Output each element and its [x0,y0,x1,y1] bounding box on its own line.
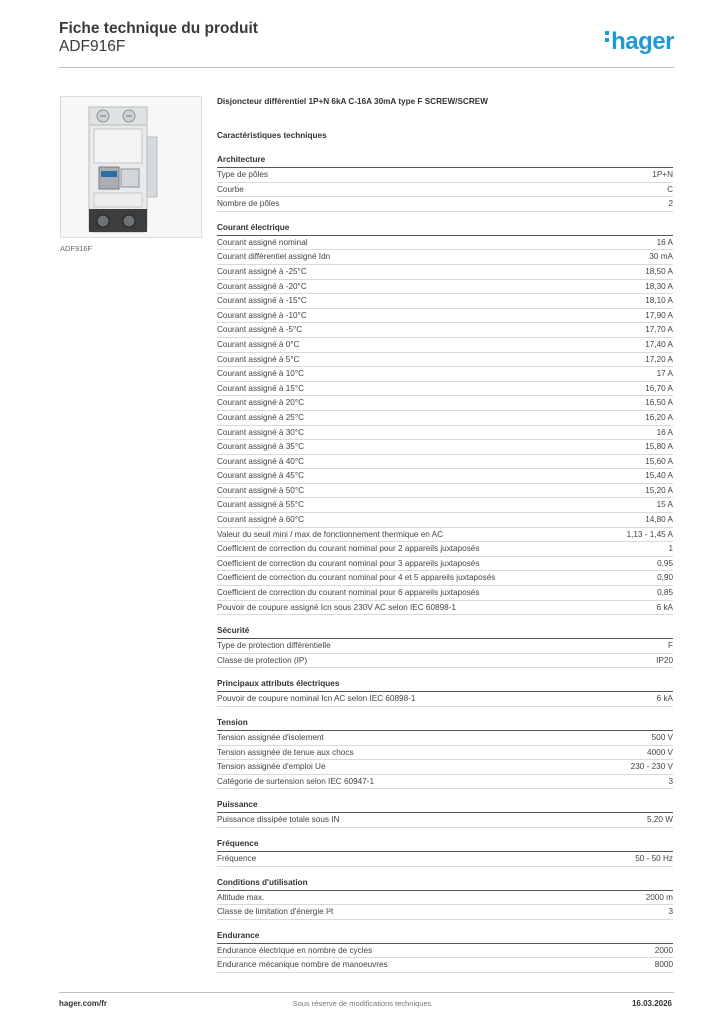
spec-row [217,338,673,353]
spec-row [217,944,673,959]
spec-section [217,799,673,828]
spec-label: Classe de protection (IP) [217,655,308,665]
section-title: Conditions d'utilisation [217,877,673,891]
spec-label: Courant différentiel assigné Idn [217,252,331,262]
spec-value: 15,60 A [645,456,673,466]
spec-row [217,367,673,382]
section-title: Tension [217,717,673,731]
spec-value: 15,20 A [645,485,673,495]
spec-row [217,294,673,309]
spec-row [217,236,673,251]
spec-row [217,639,673,654]
spec-row [217,557,673,572]
section-title: Sécurité [217,625,673,639]
spec-row [217,197,673,212]
spec-value: 30 mA [649,252,673,262]
spec-value: 3 [668,776,673,786]
spec-value: 17,40 A [645,339,673,349]
spec-label: Courant assigné à 25°C [217,412,305,422]
spec-value: 17,90 A [645,310,673,320]
spec-row [217,411,673,426]
spec-row [217,528,673,543]
spec-value: 5,20 W [647,815,673,825]
spec-value: 17,20 A [645,354,673,364]
spec-label: Courant assigné à 40°C [217,456,305,466]
spec-row [217,891,673,906]
footer-notice: Sous réserve de modifications techniques [292,999,432,1008]
section-title: Puissance [217,799,673,813]
spec-row [217,813,673,828]
spec-value: 6 kA [656,694,673,704]
spec-section [217,717,673,789]
spec-content [217,96,673,973]
spec-label: Courbe [217,184,244,194]
spec-row [217,183,673,198]
spec-row [217,542,673,557]
spec-row [217,469,673,484]
spec-row [217,601,673,616]
spec-value: 2000 m [645,892,673,902]
section-title: Endurance [217,930,673,944]
spec-row [217,426,673,441]
spec-value: IP20 [656,655,673,665]
spec-section [217,625,673,668]
footer-divider [59,992,674,993]
footer-url[interactable]: hager.com/fr [59,999,108,1008]
hager-logo [605,28,674,56]
spec-row [217,905,673,920]
spec-row [217,513,673,528]
spec-label: Pouvoir de coupure assigné Icn sous 230V AC selon IEC 60898-1 [217,602,456,612]
spec-value: 500 V [651,733,673,742]
page-title: Fiche technique du produit [59,20,258,37]
spec-label: Type de protection différentielle [217,641,331,651]
spec-label: Endurance mécanique nombre de manoeuvres [217,960,388,970]
spec-value: 1,13 - 1,45 A [626,529,673,539]
footer-date: 16.03.2026 [631,999,672,1008]
spec-value: 16 A [656,237,673,247]
spec-value: 15,80 A [645,442,673,452]
spec-section [217,838,673,867]
spec-row [217,280,673,295]
spec-section [217,930,673,973]
spec-label: Courant assigné à 45°C [217,471,305,481]
spec-row [217,455,673,470]
spec-label: Coefficient de correction du courant nominal pour 4 et 5 appareils juxtaposés [217,573,496,583]
spec-label: Courant assigné à 30°C [217,427,305,437]
spec-row [217,958,673,973]
spec-label: Courant assigné à 55°C [217,500,305,510]
product-reference: ADF916F [59,38,126,55]
spec-row [217,498,673,513]
spec-label: Classe de limitation d'énergie I²t [217,907,334,917]
spec-row [217,309,673,324]
spec-value: 16,20 A [645,412,673,422]
spec-row [217,571,673,586]
spec-row [217,168,673,183]
spec-section [217,222,673,615]
spec-value: 1P+N [652,170,673,179]
spec-label: Altitude max. [217,892,265,902]
spec-label: Courant assigné à 10°C [217,369,305,379]
image-caption: ADF916F [60,244,93,253]
spec-label: Nombre de pôles [217,199,280,209]
spec-section [217,154,673,212]
spec-value: 0,85 [657,588,673,598]
spec-label: Tension assignée d'isolement [217,733,324,742]
header-divider [59,67,674,68]
spec-row [217,692,673,707]
spec-value: 230 - 230 V [630,762,673,772]
spec-label: Tension assignée de tenue aux chocs [217,747,354,757]
spec-value: 17,70 A [645,325,673,335]
spec-label: Courant assigné à 5°C [217,354,300,364]
spec-row [217,323,673,338]
spec-row [217,760,673,775]
circuit-breaker-illustration [61,97,201,237]
spec-row [217,396,673,411]
spec-label: Puissance dissipée totale sous IN [217,815,340,825]
spec-value: 50 - 50 Hz [635,853,673,863]
spec-label: Courant assigné à 50°C [217,485,305,495]
spec-label: Fréquence [217,853,257,863]
spec-label: Type de pôles [217,170,268,179]
spec-label: Courant assigné à 0°C [217,339,300,349]
section-title: Courant électrique [217,222,673,236]
logo-text: hager [611,28,674,55]
spec-label: Tension assignée d'emploi Ue [217,762,326,772]
spec-value: 0,95 [657,558,673,568]
spec-value: 18,50 A [645,266,673,276]
spec-value: F [667,641,673,651]
spec-section [217,678,673,707]
spec-value: 2000 [654,945,673,955]
spec-row [217,586,673,601]
spec-label: Courant assigné nominal [217,237,308,247]
spec-label: Courant assigné à 15°C [217,383,305,393]
spec-label: Valeur du seuil mini / max de fonctionnement thermique en AC [217,529,444,539]
spec-row [217,353,673,368]
spec-value: 16 A [656,427,673,437]
spec-section [217,877,673,920]
spec-row [217,852,673,867]
spec-value: 15 A [656,500,673,510]
section-title: Principaux attributs électriques [217,678,673,692]
characteristics-title: Caractéristiques techniques [217,131,327,140]
spec-value: 15,40 A [645,471,673,481]
spec-label: Endurance électrique en nombre de cycles [217,945,373,955]
spec-row [217,731,673,746]
spec-row [217,775,673,790]
spec-sections [217,154,673,973]
spec-value: 3 [668,907,673,917]
spec-label: Courant assigné à 60°C [217,515,305,525]
spec-row [217,250,673,265]
spec-value: 18,30 A [645,281,673,291]
spec-value: 2 [668,199,673,209]
spec-value: 17 A [656,369,673,379]
spec-row [217,440,673,455]
spec-label: Coefficient de correction du courant nominal pour 3 appareils juxtaposés [217,558,480,568]
spec-row [217,484,673,499]
spec-label: Coefficient de correction du courant nominal pour 6 appareils juxtaposés [217,588,480,598]
spec-row [217,265,673,280]
spec-value: 16,70 A [645,383,673,393]
spec-value: 6 kA [656,602,673,612]
section-title: Architecture [217,154,673,168]
spec-label: Courant assigné à -25°C [217,266,307,276]
spec-label: Courant assigné à -20°C [217,281,307,291]
spec-label: Coefficient de correction du courant nominal pour 2 appareils juxtaposés [217,544,480,554]
spec-value: 16,50 A [645,398,673,408]
product-name: Disjoncteur différentiel 1P+N 6kA C-16A 30mA type F SCREW/SCREW [217,97,488,106]
spec-label: Catégorie de surtension selon IEC 60947-1 [217,776,375,786]
spec-row [217,382,673,397]
spec-value: 4000 V [647,747,673,757]
spec-value: 8000 [654,960,673,970]
spec-label: Courant assigné à 35°C [217,442,305,452]
spec-label: Courant assigné à 20°C [217,398,305,408]
spec-value: 0,90 [657,573,673,583]
spec-label: Courant assigné à -5°C [217,325,303,335]
spec-value: C [667,184,673,194]
spec-row [217,654,673,669]
product-image [60,96,202,238]
spec-row [217,746,673,761]
spec-label: Courant assigné à -10°C [217,310,307,320]
spec-value: 14,80 A [645,515,673,525]
section-title: Fréquence [217,838,673,852]
spec-label: Pouvoir de coupure nominal Icn AC selon IEC 60898-1 [217,694,416,704]
spec-value: 1 [668,544,673,554]
spec-label: Courant assigné à -15°C [217,296,307,306]
logo-dots-icon [605,28,609,45]
spec-value: 18,10 A [645,296,673,306]
